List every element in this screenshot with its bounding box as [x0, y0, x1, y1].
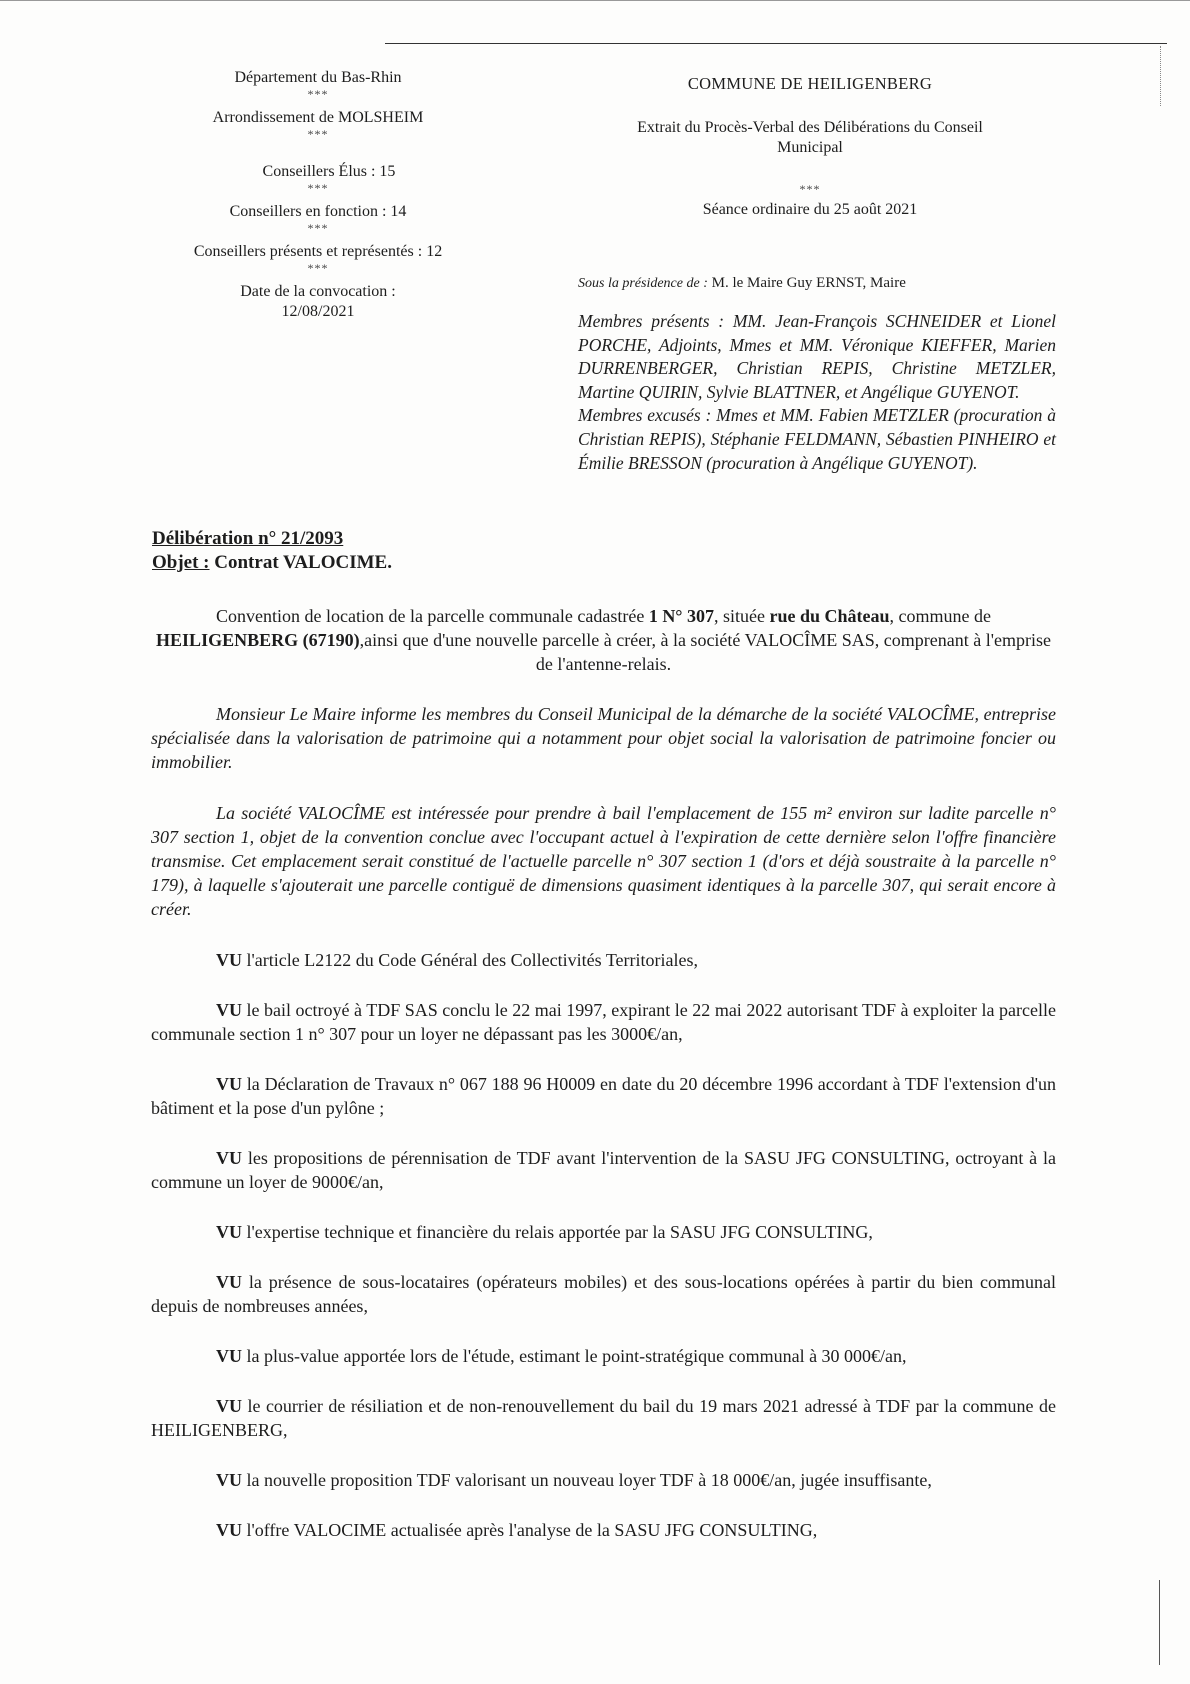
extract-line-1: Extrait du Procès-Verbal des Délibérations du Conseil	[637, 119, 983, 136]
vu-item	[151, 1394, 1056, 1442]
separator-stars: ***	[307, 87, 329, 101]
vu-label: VU	[216, 1148, 242, 1168]
deliberation-number: Délibération n° 21/2093	[152, 528, 344, 549]
scan-right-edge-bottom	[1159, 1580, 1160, 1665]
header-rule	[385, 43, 1167, 44]
members-presents: Membres présents : MM. Jean-François SCHNEIDER et Lionel PORCHE, Adjoints, Mmes et MM. Véronique KIEFFER, Marien DURRENBERGER, Christian REPIS, Christine METZLER, Martine QUIRIN, Sylvie BLATTNER, et Angélique GUYENOT.	[578, 311, 1056, 402]
vu-label: VU	[216, 1520, 242, 1540]
seance-date: Séance ordinaire du 25 août 2021	[702, 201, 918, 218]
commune-title: COMMUNE DE HEILIGENBERG	[687, 74, 933, 93]
conseillers-en-fonction: Conseillers en fonction : 14	[229, 203, 407, 220]
separator-stars: ***	[307, 261, 329, 275]
vu-text: la présence de sous-locataires (opérateurs mobiles) et des sous-locations opérées à partir du bien communal depuis de nombreuses années,	[151, 1272, 1056, 1316]
vu-item	[151, 1146, 1056, 1194]
deliberation-heading	[152, 527, 392, 575]
right-header	[565, 74, 1055, 220]
paragraph-valocime: La société VALOCÎME est intéressée pour prendre à bail l'emplacement de 155 m² environ sur ladite parcelle n° 307 section 1, objet de la convention conclue avec l'occupant actuel à l'expiration de cette dernière selon l'offre financière transmise. Cet emplacement serait constitué de l'actuelle parcelle n° 307 section 1 (d'ors et déjà soustraite à la parcelle n° 179), à laquelle s'ajouterait une parcelle contiguë de dimensions quasiment identiques à la parcelle 307, qui serait encore à créer.	[151, 803, 1056, 919]
vu-label: VU	[216, 1470, 242, 1490]
vu-item	[151, 1072, 1056, 1120]
intro-paragraph	[151, 604, 1056, 676]
vu-label: VU	[216, 950, 242, 970]
intro-text: , située	[714, 606, 770, 626]
arrondissement-label: Arrondissement de MOLSHEIM	[212, 109, 424, 126]
vu-label: VU	[216, 1346, 242, 1366]
vu-text: l'article L2122 du Code Général des Collectivités Territoriales,	[242, 950, 699, 970]
deliberation-body	[151, 604, 1056, 1568]
deliberation-objet	[152, 551, 392, 575]
department-label: Département du Bas-Rhin	[234, 69, 402, 86]
paragraph-maire: Monsieur Le Maire informe les membres du Conseil Municipal de la démarche de la société VALOCÎME, entreprise spécialisée dans la valorisation de patrimoine qui a notamment pour objet social la valorisation de patrimoine foncier ou immobilier.	[151, 704, 1056, 772]
vu-label: VU	[216, 1222, 242, 1242]
separator-stars: ***	[799, 182, 821, 196]
intro-text: ,ainsi que d'une nouvelle parcelle à créer, à la société VALOCÎME SAS, comprenant à l'emprise de l'antenne-relais.	[359, 630, 1051, 674]
convocation-label: Date de la convocation :	[240, 283, 396, 300]
conseillers-presents: Conseillers présents et représentés : 12	[193, 243, 443, 260]
vu-label: VU	[216, 1396, 242, 1416]
vu-item	[151, 1468, 1056, 1492]
vu-text: la plus-value apportée lors de l'étude, estimant le point-stratégique communal à 30 000€/an,	[242, 1346, 907, 1366]
vu-item	[151, 1518, 1056, 1542]
presidence-label: Sous la présidence de :	[578, 276, 708, 291]
intro-text: , commune de	[889, 606, 992, 626]
vu-label: VU	[216, 1000, 242, 1020]
extract-line-2: Municipal	[777, 139, 843, 156]
vu-item	[151, 1270, 1056, 1318]
vu-text: l'offre VALOCIME actualisée après l'analyse de la SASU JFG CONSULTING,	[242, 1520, 818, 1540]
vu-label: VU	[216, 1074, 242, 1094]
presidence-value: M. le Maire Guy ERNST, Maire	[711, 275, 906, 291]
scan-top-edge	[0, 0, 1190, 1]
vu-text: le bail octroyé à TDF SAS conclu le 22 mai 1997, expirant le 22 mai 2022 autorisant TDF à exploiter la parcelle communale section 1 n° 307 pour un loyer ne dépassant pas les 3000€/an,	[151, 1000, 1056, 1044]
vu-item	[151, 998, 1056, 1046]
vu-item	[151, 948, 1056, 972]
vu-text: la nouvelle proposition TDF valorisant un nouveau loyer TDF à 18 000€/an, jugée insuffisante,	[242, 1470, 932, 1490]
separator-stars: ***	[307, 221, 329, 235]
intro-parcel: 1 N° 307	[648, 606, 715, 626]
intro-text: Convention de location de la parcelle communale cadastrée	[215, 606, 649, 626]
vu-text: la Déclaration de Travaux n° 067 188 96 H0009 en date du 20 décembre 1996 accordant à TDF l'extension d'un bâtiment et la pose d'un pylône ;	[151, 1074, 1056, 1118]
vu-text: les propositions de pérennisation de TDF avant l'intervention de la SASU JFG CONSULTING, octroyant à la commune un loyer de 9000€/an,	[151, 1148, 1056, 1192]
separator-stars: ***	[307, 127, 329, 141]
convocation-date: 12/08/2021	[281, 303, 355, 320]
objet-value: Contrat VALOCIME.	[214, 552, 392, 573]
scan-right-edge	[1160, 46, 1161, 106]
vu-text: le courrier de résiliation et de non-renouvellement du bail du 19 mars 2021 adressé à TDF par la commune de HEILIGENBERG,	[151, 1396, 1056, 1440]
members-excuses: Membres excusés : Mmes et MM. Fabien METZLER (procuration à Christian REPIS), Stéphanie FELDMANN, Sébastien PINHEIRO et Émilie BRESSON (procuration à Angélique GUYENOT).	[578, 405, 1056, 473]
vu-item	[151, 1220, 1056, 1244]
vu-label: VU	[216, 1272, 242, 1292]
intro-street: rue du Château	[769, 606, 890, 626]
objet-label: Objet :	[152, 552, 210, 573]
vu-item	[151, 1344, 1056, 1368]
extract-title	[565, 118, 1055, 158]
conseillers-elus: Conseillers Élus : 15	[262, 163, 396, 180]
members-block	[578, 310, 1056, 475]
presidence-line	[578, 275, 1058, 292]
intro-commune: HEILIGENBERG (67190)	[156, 630, 360, 650]
vu-text: l'expertise technique et financière du relais apportée par la SASU JFG CONSULTING,	[242, 1222, 873, 1242]
separator-stars: ***	[307, 181, 329, 195]
left-header	[148, 68, 488, 322]
